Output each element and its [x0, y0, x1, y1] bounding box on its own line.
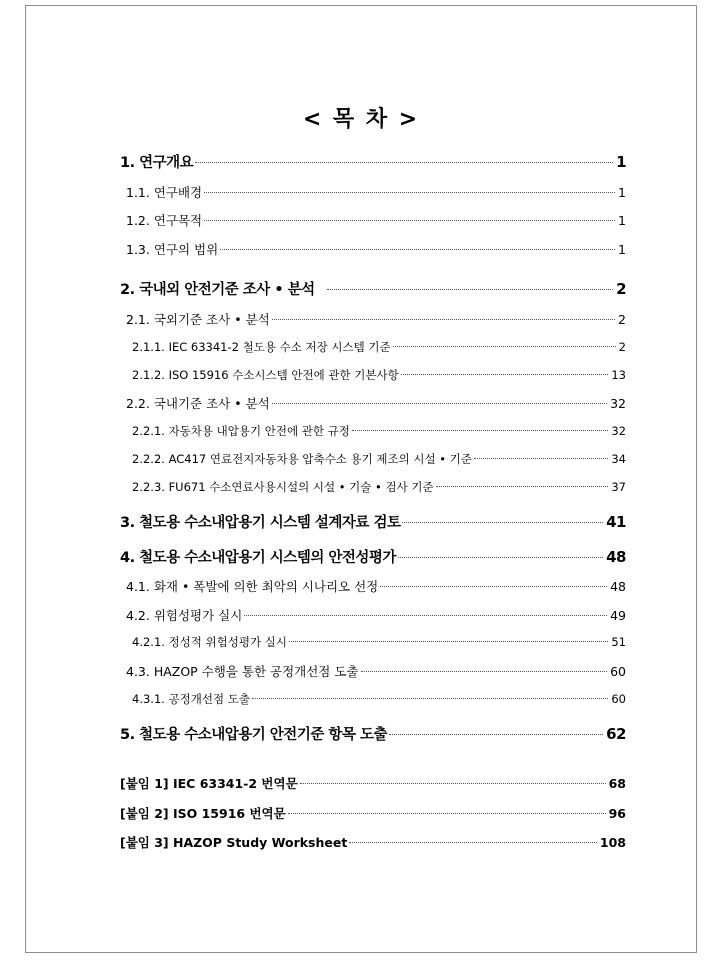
toc-entry[interactable] — [120, 451, 626, 467]
toc-entry-page: 108 — [599, 835, 626, 850]
toc-entry-label: [붙임 3] HAZOP Study Worksheet — [120, 835, 348, 850]
toc-entry-label: 1.2. 연구목적 — [126, 213, 203, 228]
toc-entry-label: 4.3. HAZOP 수행을 통한 공정개선점 도출 — [126, 664, 359, 679]
toc-entry[interactable] — [120, 211, 626, 229]
toc-entry-label: 4.1. 화재 • 폭발에 의한 최악의 시나리오 선정 — [126, 579, 379, 594]
dot-leader — [361, 671, 608, 672]
dot-leader — [380, 586, 607, 587]
toc-entry-page: 96 — [608, 806, 626, 821]
toc-entry-label: 4.3.1. 공정개선점 도출 — [132, 692, 250, 706]
toc-entry[interactable] — [120, 606, 626, 624]
toc-entry[interactable] — [120, 183, 626, 201]
dot-leader — [288, 813, 606, 814]
toc-entry[interactable] — [120, 577, 626, 595]
toc-entry[interactable] — [120, 310, 626, 328]
toc-entry-page: 60 — [611, 692, 626, 706]
toc-entry-page: 51 — [611, 635, 626, 649]
toc-entry-label: 2.2. 국내기준 조사 • 분석 — [126, 396, 270, 411]
toc-entry[interactable] — [120, 151, 626, 172]
dot-leader — [195, 162, 613, 163]
toc-entry-label: 4.2. 위험성평가 실시 — [126, 608, 243, 623]
toc-entry-page: 2 — [616, 280, 626, 298]
toc-title: < 목 차 > — [302, 107, 420, 132]
toc-entry-page: 60 — [610, 664, 626, 679]
dot-leader — [436, 486, 609, 487]
dot-leader — [398, 557, 603, 558]
toc-entry[interactable] — [120, 278, 626, 299]
toc-entry[interactable] — [120, 394, 626, 412]
toc-appendix-entry[interactable] — [120, 774, 626, 792]
dot-leader — [220, 249, 615, 250]
toc-entry-page: 37 — [611, 480, 626, 494]
toc-entry-label: 4. 철도용 수소내압용기 시스템의 안전성평가 — [120, 550, 396, 566]
toc-entry-label: 2. 국내외 안전기준 조사 • 분석 — [120, 282, 315, 298]
toc-entry-label: 1.3. 연구의 범위 — [126, 242, 219, 257]
table-of-contents — [120, 6, 626, 954]
toc-entry-page: 48 — [606, 548, 626, 566]
dot-leader — [389, 734, 603, 735]
toc-entry-page: 32 — [611, 424, 626, 438]
toc-entry[interactable] — [120, 634, 626, 650]
toc-appendix-entry[interactable] — [120, 804, 626, 822]
dot-leader — [474, 458, 608, 459]
toc-entry-page: 2 — [618, 340, 626, 354]
toc-entry-page: 49 — [610, 608, 626, 623]
dot-leader — [352, 430, 609, 431]
toc-entry-page: 1 — [618, 185, 626, 200]
toc-entry-label: 4.2.1. 정성적 위험성평가 실시 — [132, 635, 287, 649]
toc-entry[interactable] — [120, 691, 626, 707]
toc-entry-label: 1.1. 연구배경 — [126, 185, 203, 200]
document-page — [25, 5, 697, 953]
toc-entry-page: 13 — [611, 368, 626, 382]
toc-entry[interactable] — [120, 339, 626, 355]
toc-entry-label: 5. 철도용 수소내압용기 안전기준 항목 도출 — [120, 727, 387, 743]
dot-leader — [402, 522, 603, 523]
dot-leader — [204, 220, 615, 221]
toc-entry[interactable] — [120, 546, 626, 567]
toc-entry-page: 32 — [610, 396, 626, 411]
toc-entry-page: 1 — [616, 153, 626, 171]
toc-entry-label: 2.2.2. AC417 연료전지자동차용 압축수소 용기 제조의 시설 • 기준 — [132, 452, 472, 466]
toc-entry-page: 34 — [611, 452, 626, 466]
toc-entry-label: 2.1.2. ISO 15916 수소시스템 안전에 관한 기본사항 — [132, 368, 399, 382]
dot-leader — [244, 615, 607, 616]
toc-entry-page: 68 — [608, 776, 626, 791]
toc-entry-page: 1 — [618, 213, 626, 228]
toc-entry-label: 2.2.1. 자동차용 내압용기 안전에 관한 규정 — [132, 424, 350, 438]
toc-entry[interactable] — [120, 479, 626, 495]
toc-entry-page: 62 — [606, 725, 626, 743]
dot-leader — [401, 374, 609, 375]
toc-entry-label: 2.1.1. IEC 63341-2 철도용 수소 저장 시스템 기준 — [132, 340, 391, 354]
toc-appendix-entry[interactable] — [120, 833, 626, 851]
toc-entry[interactable] — [120, 367, 626, 383]
toc-entry-label: 2.2.3. FU671 수소연료사용시설의 시설 • 기술 • 검사 기준 — [132, 480, 434, 494]
dot-leader — [272, 403, 607, 404]
toc-entry[interactable] — [120, 240, 626, 258]
dot-leader — [272, 319, 615, 320]
toc-entry[interactable] — [120, 511, 626, 532]
dot-leader — [300, 783, 606, 784]
toc-entry[interactable] — [120, 423, 626, 439]
toc-entry[interactable] — [120, 662, 626, 680]
toc-entry-page: 41 — [606, 513, 626, 531]
toc-entry-label: 3. 철도용 수소내압용기 시스템 설계자료 검토 — [120, 515, 401, 531]
toc-entry-page: 48 — [610, 579, 626, 594]
dot-leader — [349, 842, 597, 843]
toc-entry-label: 2.1. 국외기준 조사 • 분석 — [126, 312, 270, 327]
dot-leader — [327, 289, 613, 290]
dot-leader — [252, 698, 608, 699]
toc-entry-label: 1. 연구개요 — [120, 155, 194, 171]
dot-leader — [289, 641, 608, 642]
dot-leader — [393, 346, 616, 347]
toc-entry-page: 2 — [618, 312, 626, 327]
toc-entry[interactable] — [120, 723, 626, 744]
dot-leader — [204, 192, 615, 193]
toc-entry-page: 1 — [618, 242, 626, 257]
toc-entry-label: [붙임 2] ISO 15916 번역문 — [120, 806, 286, 821]
toc-entry-label: [붙임 1] IEC 63341-2 번역문 — [120, 776, 298, 791]
